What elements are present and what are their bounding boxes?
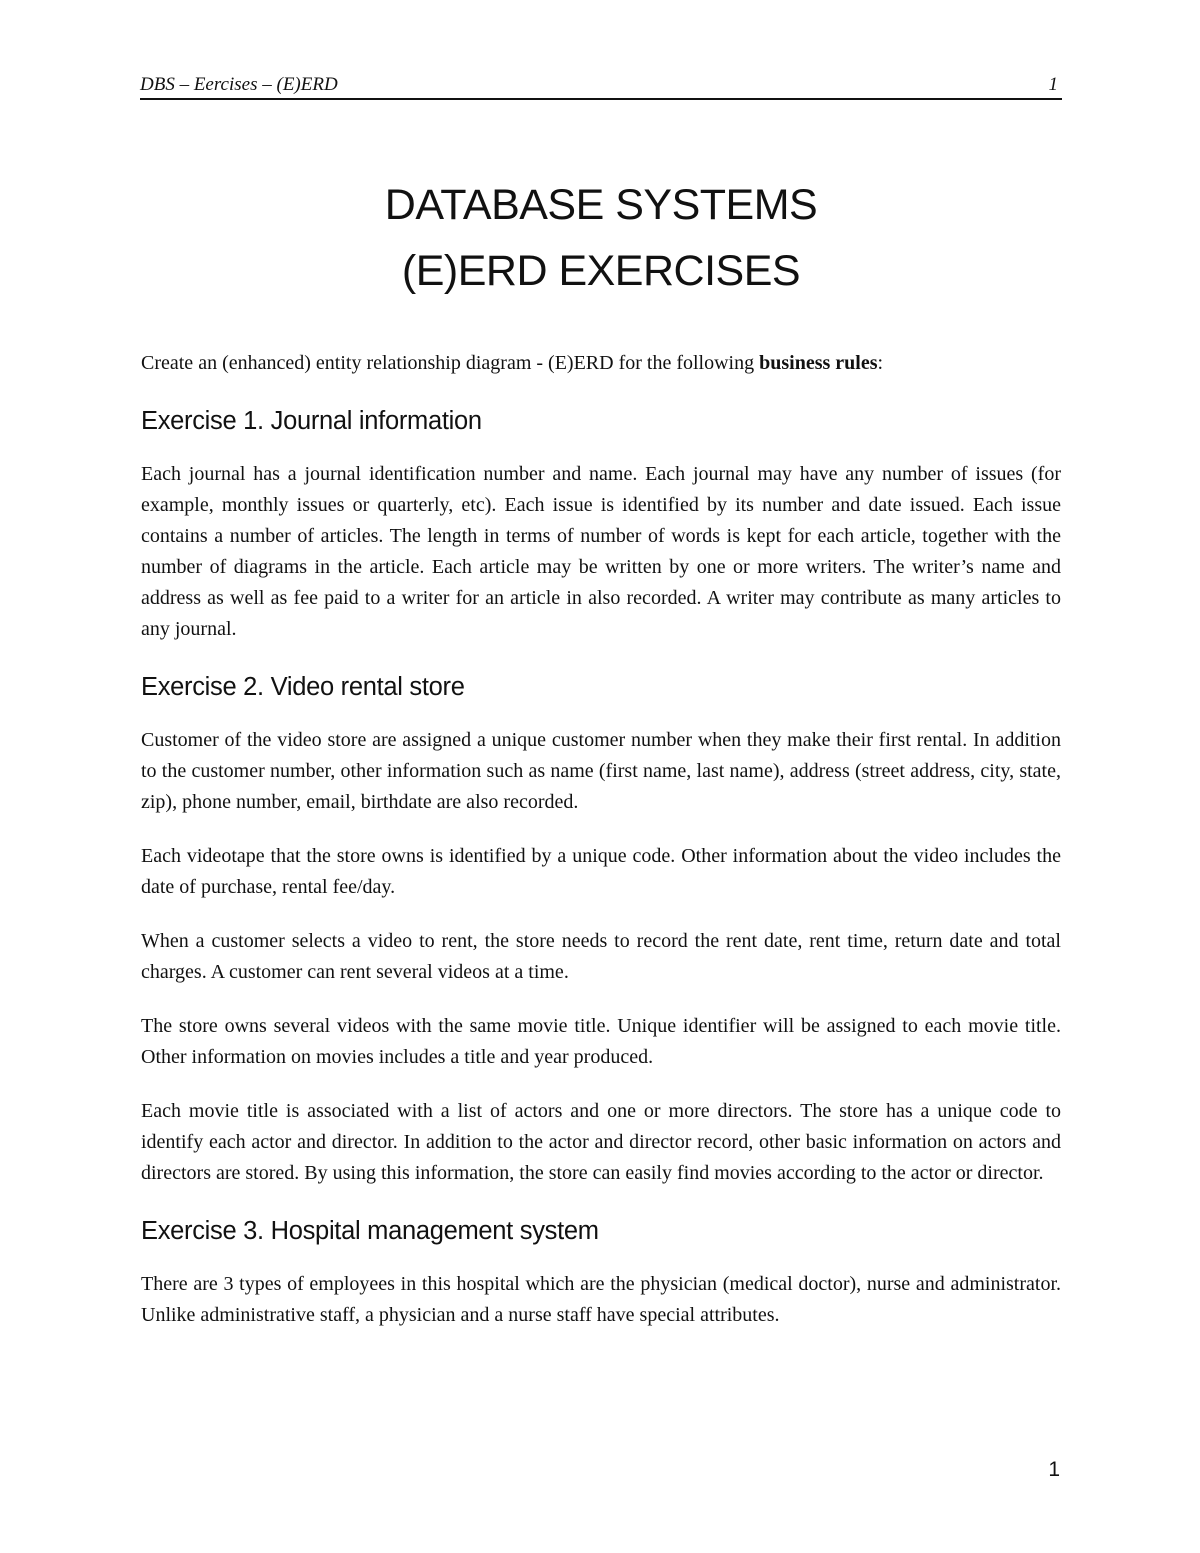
document-body [141,348,1061,1331]
header-title: DBS – Eercises – (E)ERD [140,74,338,95]
exercise-3-heading: Exercise 3. Hospital management system [141,1217,599,1245]
title-line-2: (E)ERD EXERCISES [401,247,801,295]
exercise-2-paragraph-2: Each videotape that the store owns is identified by a unique code. Other information about the video includes the date of purchase, rental fee/day. [141,845,1061,898]
exercise-3-paragraph: There are 3 types of employees in this hospital which are the physician (medical doctor), nurse and administrator. Unlike administrative staff, a physician and a nurse staff have special attributes. [141,1273,1061,1326]
exercise-1-heading: Exercise 1. Journal information [141,407,482,435]
header-page-number: 1 [1048,74,1058,95]
exercise-1-paragraph: Each journal has a journal identification number and name. Each journal may have any number of issues (for example, monthly issues or quarterly, etc). Each issue is identified by its number and date issued. Each issue contains a number of articles. The length in terms of number of words is kept for each article, together with the number of diagrams in the article. Each article may be written by one or more writers. The writer’s name and address as well as fee paid to a writer for an article in also recorded. A writer may contribute as many articles to any journal. [141,463,1061,640]
running-header [140,74,1062,100]
exercise-2-heading: Exercise 2. Video rental store [141,673,465,701]
exercise-2-paragraph-5: Each movie title is associated with a list of actors and one or more directors. The store has a unique code to identify each actor and director. In addition to the actor and director record, other basic information on actors and directors are stored. By using this information, the store can easily find movies according to the actor or director. [141,1100,1061,1184]
footer-page-number: 1 [1048,1458,1060,1481]
exercise-2-paragraph-1: Customer of the video store are assigned a unique customer number when they make their first rental. In addition to the customer number, other information such as name (first name, last name), address (street address, city, state, zip), phone number, email, birthdate are also recorded. [141,729,1061,813]
intro-paragraph [141,348,1061,379]
document-title [140,172,1062,304]
exercise-2-paragraph-4: The store owns several videos with the same movie title. Unique identifier will be assigned to each movie title. Other information on movies includes a title and year produced. [141,1015,1061,1068]
intro-colon: : [877,352,884,374]
exercise-2-paragraph-3: When a customer selects a video to rent, the store needs to record the rent date, rent time, return date and total charges. A customer can rent several videos at a time. [141,930,1061,983]
title-line-1: DATABASE SYSTEMS [384,181,818,229]
intro-bold-text: business rules [759,352,878,374]
intro-text: Create an (enhanced) entity relationship diagram - (E)ERD for the following [141,352,760,374]
